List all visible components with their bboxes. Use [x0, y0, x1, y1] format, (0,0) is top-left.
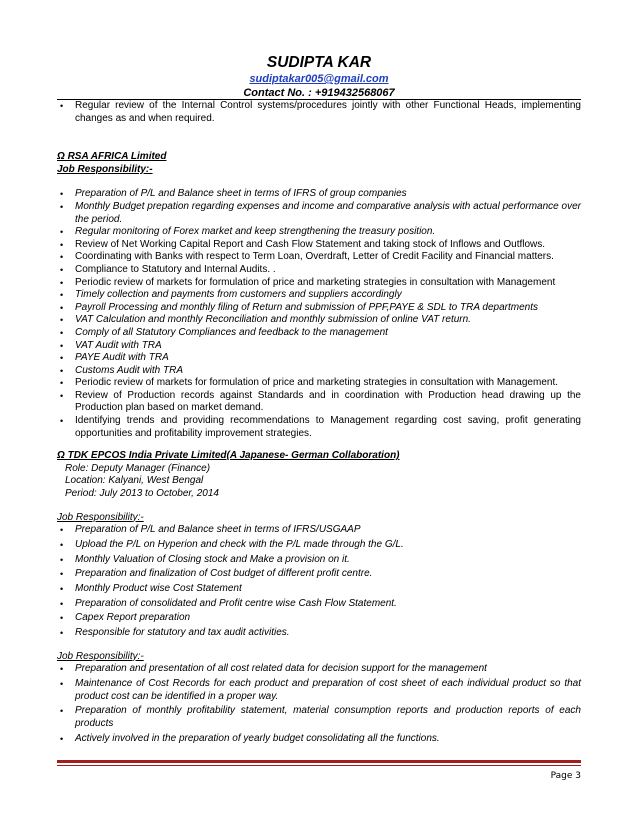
list-item-text: Payroll Processing and monthly filing of Return and submission of PPF,PAYE & SDL to TRA departments	[75, 301, 539, 313]
list-item-text: Monthly Valuation of Closing stock and Make a provision on it.	[75, 553, 350, 565]
list-item	[57, 277, 581, 290]
bullet-icon: •	[60, 390, 64, 401]
list-item	[57, 663, 581, 676]
list-item-text: Customs Audit with TRA	[75, 364, 183, 376]
list-item	[57, 705, 581, 730]
list-item	[57, 612, 581, 625]
bullet-icon: •	[60, 227, 64, 238]
bullet-icon: •	[60, 378, 64, 389]
list-item	[57, 201, 581, 226]
bullet-icon: •	[60, 101, 64, 111]
contact-number: Contact No. : +919432568067	[243, 87, 395, 99]
bullet-icon: •	[60, 733, 64, 744]
rsa-job-responsibility-heading: Job Responsibility:-	[57, 163, 153, 175]
footer-rule-thick	[57, 760, 581, 763]
third-bullet-list	[57, 663, 581, 745]
list-item-text: Preparation of monthly profitability statement, material consumption reports and production reports of each products	[75, 705, 581, 729]
bullet-icon: •	[60, 252, 64, 263]
list-item-text: Actively involved in the preparation of yearly budget consolidating all the functions.	[75, 732, 440, 744]
list-item-text: VAT Calculation and monthly Reconciliation and monthly submission of online VAT return.	[75, 314, 471, 326]
bullet-icon: •	[60, 201, 64, 212]
list-item	[57, 568, 581, 581]
bullet-icon: •	[60, 583, 64, 594]
bullet-icon: •	[60, 525, 64, 536]
list-item	[57, 327, 581, 340]
list-item-text: Monthly Product wise Cost Statement	[75, 582, 242, 594]
tdk-job-responsibility-heading: Job Responsibility:-	[57, 511, 144, 523]
list-item-text: Review of Production records against Standards and in coordination with Production head drawing up the Production plan based on market demand.	[75, 389, 581, 414]
list-item-text: Regular monitoring of Forex market and keep strengthening the treasury position.	[75, 226, 436, 238]
list-item	[57, 390, 581, 415]
list-item	[57, 340, 581, 353]
list-item-text: Preparation of consolidated and Profit centre wise Cash Flow Statement.	[75, 597, 397, 609]
list-item-text: Preparation and presentation of all cost related data for decision support for the management	[75, 663, 487, 675]
list-item-text: Compliance to Statutory and Internal Audits. .	[75, 263, 276, 275]
list-item-text: Preparation of P/L and Balance sheet in terms of IFRS of group companies	[75, 188, 407, 200]
list-item	[57, 314, 581, 327]
list-item-text: Preparation of P/L and Balance sheet in terms of IFRS/USGAAP	[75, 524, 361, 536]
bullet-icon: •	[60, 290, 64, 301]
bullet-icon: •	[60, 613, 64, 624]
rsa-company-title: Ω RSA AFRICA Limited	[57, 151, 167, 163]
list-item	[57, 733, 581, 746]
bullet-icon: •	[60, 539, 64, 550]
bullet-icon: •	[60, 569, 64, 580]
email-link[interactable]: sudiptakar005@gmail.com	[249, 73, 389, 85]
intro-bullet-list	[57, 100, 581, 125]
list-item	[57, 377, 581, 390]
bullet-icon: •	[60, 277, 64, 288]
footer-rule-thin	[57, 765, 581, 766]
list-item-text: Maintenance of Cost Records for each product and preparation of cost sheet of each individual product so that product cost can be identified in a proper way.	[75, 678, 581, 702]
page-content	[57, 100, 581, 747]
tdk-period: Period: July 2013 to October, 2014	[65, 488, 219, 500]
list-item	[57, 524, 581, 537]
bullet-icon: •	[60, 679, 64, 689]
list-item	[57, 583, 581, 596]
list-item-text: Review of Net Working Capital Report and Cash Flow Statement and taking stock of Inflows and Outflows.	[75, 238, 546, 250]
bullet-icon: •	[60, 628, 64, 639]
third-job-responsibility-heading: Job Responsibility:-	[57, 650, 144, 662]
list-item	[57, 264, 581, 277]
bullet-icon: •	[60, 264, 64, 275]
list-item-text: Regular review of the Internal Control systems/procedures jointly with other Functional Heads, implementing changes as and when required.	[75, 100, 581, 124]
bullet-icon: •	[60, 340, 64, 351]
list-item	[57, 598, 581, 611]
bullet-icon: •	[60, 302, 64, 313]
list-item-text: Coordinating with Banks with respect to Term Loan, Overdraft, Letter of Credit Facility and Financial matters.	[75, 251, 554, 263]
bullet-icon: •	[60, 365, 64, 376]
list-item-text: Capex Report preparation	[75, 612, 191, 624]
list-item	[57, 678, 581, 703]
list-item	[57, 188, 581, 201]
list-item-text: Identifying trends and providing recommendations to Management regarding cost saving, profit generating opportunities and profitability improvement strategies.	[75, 415, 581, 439]
list-item	[57, 415, 581, 440]
list-item-text: Periodic review of markets for formulation of price and marketing strategies in consultation with Management	[75, 276, 556, 288]
tdk-role: Role: Deputy Manager (Finance)	[65, 462, 211, 474]
list-item-text: Timely collection and payments from customers and suppliers accordingly	[75, 289, 402, 301]
bullet-icon: •	[60, 416, 64, 427]
list-item	[57, 627, 581, 640]
bullet-icon: •	[60, 189, 64, 200]
list-item-text: Comply of all Statutory Compliances and feedback to the management	[75, 326, 388, 338]
bullet-icon: •	[60, 598, 64, 609]
list-item-text: Upload the P/L on Hyperion and check with the P/L made through the G/L.	[75, 538, 404, 550]
bullet-icon: •	[60, 327, 64, 338]
list-item-text: VAT Audit with TRA	[75, 339, 162, 351]
list-item	[57, 100, 581, 125]
page-number: Page 3	[550, 771, 581, 781]
bullet-icon: •	[60, 353, 64, 364]
rsa-bullet-list	[57, 188, 581, 440]
list-item	[57, 554, 581, 567]
list-item	[57, 289, 581, 302]
list-item-text: PAYE Audit with TRA	[75, 352, 169, 364]
tdk-company-title: Ω TDK EPCOS India Private Limited(A Japanese- German Collaboration)	[57, 450, 400, 462]
list-item	[57, 239, 581, 252]
bullet-icon: •	[60, 706, 64, 717]
list-item	[57, 302, 581, 315]
list-item-text: Responsible for statutory and tax audit activities.	[75, 627, 290, 639]
list-item-text: Monthly Budget prepation regarding expenses and income and comparative analysis with actual performance over the period.	[75, 200, 581, 225]
list-item	[57, 226, 581, 239]
list-item	[57, 539, 581, 552]
bullet-icon: •	[60, 554, 64, 565]
tdk-location: Location: Kalyani, West Bengal	[65, 475, 204, 487]
candidate-name: SUDIPTA KAR	[266, 54, 372, 71]
tdk-bullet-list	[57, 524, 581, 639]
list-item-text: Preparation and finalization of Cost budget of different profit centre.	[75, 568, 373, 580]
bullet-icon: •	[60, 664, 64, 675]
list-item	[57, 251, 581, 264]
bullet-icon: •	[60, 239, 64, 250]
list-item	[57, 365, 581, 378]
list-item-text: Periodic review of markets for formulation of price and marketing strategies in consultation with Management.	[75, 377, 559, 389]
resume-header	[0, 54, 638, 100]
bullet-icon: •	[60, 315, 64, 326]
list-item	[57, 352, 581, 365]
